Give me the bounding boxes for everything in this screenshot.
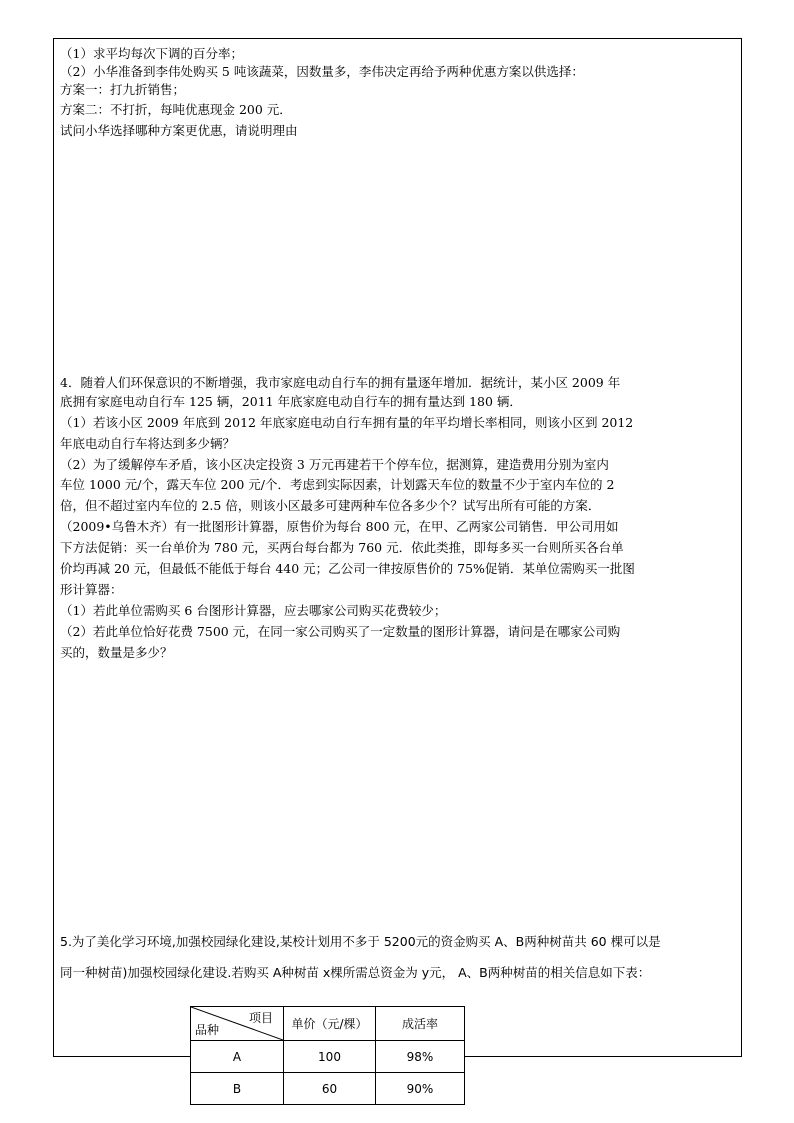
p5-line-2: 同一种树苗)加强校园绿化建设.若购买 A种树苗 x棵所需总资金为 y元， A、B两种树苗的相关信息如下表：	[60, 965, 651, 980]
header-price: 单价（元/棵）	[284, 1007, 376, 1041]
p4-line-10: 价均再减 20 元，但最低不能低于每台 440 元；乙公司一律按原售价的 75%促销．某单位需购买一批图	[60, 561, 635, 576]
corner-label-top: 项目	[248, 1011, 273, 1025]
p4-line-1: 4．随着人们环保意识的不断增强，我市家庭电动自行车的拥有量逐年增加．据统计，某小区 2009 年	[60, 375, 621, 390]
p4-line-4: 年底电动自行车将达到多少辆？	[60, 436, 236, 451]
p3-question-1: （1）求平均每次下调的百分率；	[60, 46, 243, 61]
cell-price-b: 60	[284, 1073, 376, 1105]
p3-plan-1: 方案一：打九折销售；	[60, 82, 186, 97]
p4-line-12: （1）若此单位需购买 6 台图形计算器，应去哪家公司购买花费较少；	[60, 603, 447, 618]
p3-ask: 试问小华选择哪种方案更优惠，请说明理由	[60, 123, 298, 138]
cell-rate-a: 98%	[376, 1041, 465, 1073]
p4-line-2: 底拥有家庭电动自行车 125 辆，2011 年底家庭电动自行车的拥有量达到 180 辆．	[60, 394, 522, 409]
p4-line-14: 买的，数量是多少？	[60, 645, 173, 660]
table-row	[191, 1073, 465, 1105]
p5-line-1: 5.为了美化学习环境,加强校园绿化建设,某校计划用不多于 5200元的资金购买 A、B两种树苗共 60 棵可以是	[60, 934, 661, 949]
p4-line-6: 车位 1000 元/个，露天车位 200 元/个．考虑到实际因素，计划露天车位的数量不少于室内车位的 2	[60, 477, 615, 492]
header-rate: 成活率	[376, 1007, 465, 1041]
cell-price-a: 100	[284, 1041, 376, 1073]
p4-line-7: 倍，但不超过室内车位的 2.5 倍，则该小区最多可建两种车位各多少个？试写出所有可能的方案．	[60, 498, 601, 513]
table-corner-cell	[191, 1007, 284, 1041]
p3-plan-2: 方案二：不打折，每吨优惠现金 200 元．	[60, 102, 292, 117]
p4-line-3: （1）若该小区 2009 年底到 2012 年底家庭电动自行车拥有量的年平均增长率相同，则该小区到 2012	[60, 415, 634, 430]
cell-rate-b: 90%	[376, 1073, 465, 1105]
p4-line-11: 形计算器：	[60, 582, 123, 597]
p4-line-9: 下方法促销：买一台单价为 780 元，买两台每台都为 760 元．依此类推，即每多买一台则所买各台单	[60, 540, 624, 555]
corner-label-bottom: 品种	[195, 1023, 220, 1037]
tree-info-table	[190, 1006, 465, 1105]
p4-line-8: （2009•乌鲁木齐）有一批图形计算器，原售价为每台 800 元，在甲、乙两家公司销售．甲公司用如	[60, 519, 619, 534]
cell-kind-b: B	[191, 1073, 284, 1105]
p4-line-5: （2）为了缓解停车矛盾，该小区决定投资 3 万元再建若干个停车位，据测算，建造费用分别为室内	[60, 457, 609, 472]
p4-line-13: （2）若此单位恰好花费 7500 元，在同一家公司购买了一定数量的图形计算器，请问是在哪家公司购	[60, 624, 621, 639]
cell-kind-a: A	[191, 1041, 284, 1073]
p3-question-2: （2）小华准备到李伟处购买 5 吨该蔬菜，因数量多，李伟决定再给予两种优惠方案以供选择：	[60, 64, 584, 79]
table-row	[191, 1041, 465, 1073]
